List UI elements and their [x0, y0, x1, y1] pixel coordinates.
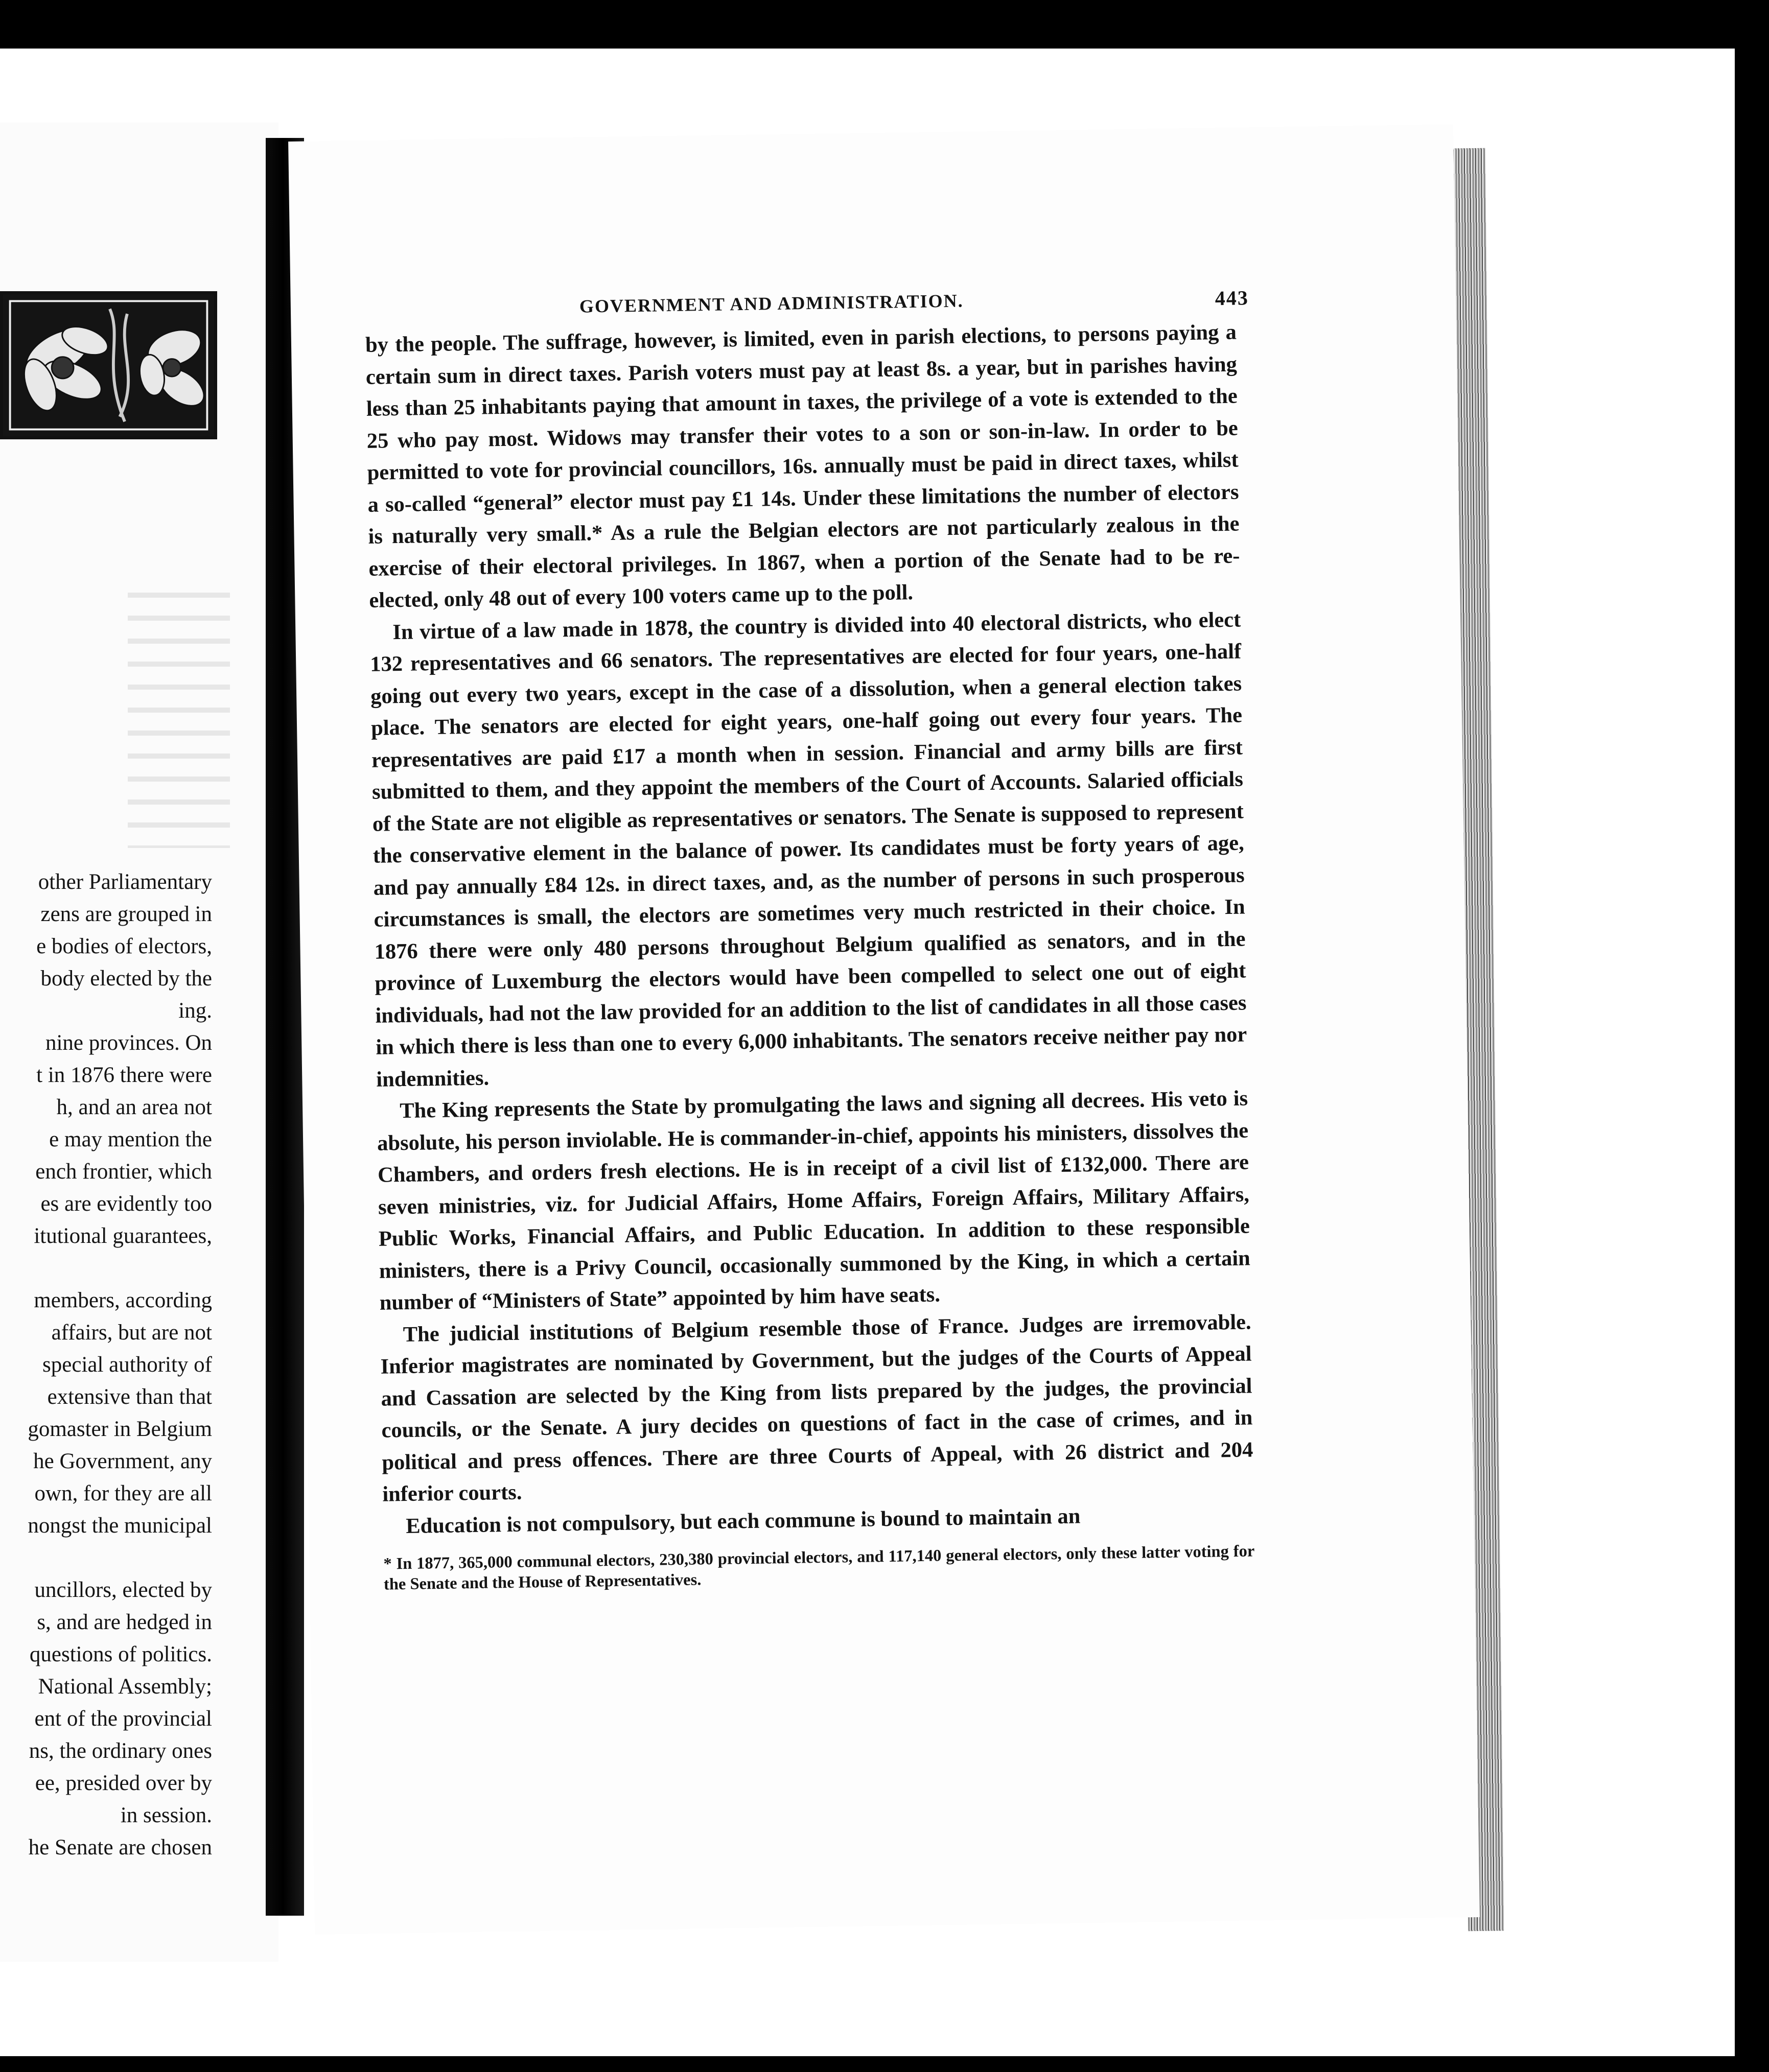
- left-line: questions of politics.: [29, 1642, 212, 1666]
- left-line: nongst the municipal: [28, 1514, 212, 1538]
- left-line: t in 1876 there were: [36, 1063, 212, 1087]
- left-line: ent of the provincial: [34, 1707, 212, 1731]
- page-content: [365, 286, 1255, 1595]
- left-line: uncillors, elected by: [34, 1578, 212, 1602]
- left-facing-page: [0, 123, 278, 1962]
- left-line: ns, the ordinary ones: [29, 1739, 212, 1763]
- left-line: extensive than that: [47, 1385, 212, 1409]
- left-line: e may mention the: [49, 1127, 212, 1151]
- left-line: other Parliamentary: [38, 870, 212, 894]
- floral-ornament-image: [0, 291, 217, 439]
- body-text: [365, 317, 1254, 1543]
- page-number: 443: [1215, 286, 1249, 310]
- bleed-through-text: [128, 593, 230, 848]
- running-title: GOVERNMENT AND ADMINISTRATION.: [579, 290, 964, 317]
- paragraph-judicial: The judicial institutions of Belgium resemble those of France. Judges are irremovable. Inferior magistrates are nominated by Government, but the judges of the Courts of Appeal and Cassation are selected by the King from lists prepared by the judges, the provincial councils, or the Senate. A jury decides on questions of fact in the case of crimes, and in political and press offences. There are three Courts of Appeal, with 26 district and 204 inferior courts.: [380, 1309, 1253, 1506]
- left-line: affairs, but are not: [51, 1321, 212, 1345]
- paragraph-education: Education is not compulsory, but each commune is bound to maintain an: [405, 1503, 1081, 1538]
- left-line: he Government, any: [33, 1449, 212, 1473]
- floral-ornament-icon: [3, 294, 214, 436]
- left-line: [0, 1542, 212, 1574]
- left-line: he Senate are chosen: [28, 1835, 212, 1859]
- left-line: gomaster in Belgium: [28, 1417, 212, 1441]
- left-line: h, and an area not: [56, 1095, 212, 1119]
- left-line: itutional guarantees,: [34, 1224, 212, 1248]
- left-line: own, for they are all: [34, 1481, 212, 1505]
- paragraph-electoral-districts: In virtue of a law made in 1878, the country is divided into 40 electoral districts, who elect 132 representatives and 66 senators. The representatives are elected for four years, one-half going out every two years, except in the case of a dissolution, when a general election takes place. The senators are elected for eight years, one-half going out every four years. The representatives are paid £17 a month when in session. Financial and army bills are first submitted to them, and they appoint the members of the Court of Accounts. Salaried officials of the State are not eligible as representatives or senators. The Senate is supposed to represent the conservative element in the balance of power. Its candidates must be forty years of age, and pay annually £84 12s. in direct taxes, and, as the number of persons in such prosperous circumstances is small, the electors are sometimes very much restricted in their choice. In 1876 there were only 480 persons throughout Belgium qualified as senators, and in the province of Luxemburg the electors would have been compelled to select one out of eight individuals, had not the law provided for an addition to the list of candidates in all those cases in which there is less than one to every 6,000 inhabitants. The senators receive neither pay nor indemnities.: [369, 607, 1247, 1092]
- left-line: National Assembly;: [38, 1675, 212, 1699]
- left-line: e bodies of electors,: [36, 934, 212, 958]
- left-line: ee, presided over by: [35, 1771, 212, 1795]
- left-line: special authority of: [42, 1353, 212, 1377]
- left-page-text: [0, 866, 212, 1864]
- left-line: ing.: [178, 999, 212, 1023]
- left-line: members, according: [34, 1288, 212, 1312]
- paragraph-king: The King represents the State by promulgating the laws and signing all decrees. His veto is absolute, his person inviolable. He is commander-in-chief, appoints his ministers, dissolves the Chambers, and orders fresh elections. He is in receipt of a civil list of £132,000. There are seven ministries, viz. for Judicial Affairs, Home Affairs, Foreign Affairs, Military Affairs, Public Works, Financial Affairs, and Public Education. In addition to these responsible ministers, there is a Privy Council, occasionally summoned by the King, in which a certain number of “Ministers of State” appointed by him have seats.: [377, 1086, 1251, 1315]
- left-line: in session.: [120, 1803, 212, 1827]
- left-line: [0, 1252, 212, 1284]
- left-line: s, and are hedged in: [37, 1610, 212, 1634]
- left-line: nine provinces. On: [45, 1031, 212, 1055]
- footnote: * In 1877, 365,000 communal electors, 230,380 provincial electors, and 117,140 general electors, only these latter voting for the Senate and the House of Representatives.: [383, 1542, 1255, 1594]
- right-page: [288, 124, 1480, 1934]
- left-line: es are evidently too: [40, 1192, 212, 1216]
- paragraph-suffrage: by the people. The suffrage, however, is limited, even in parish elections, to persons paying a certain sum in direct taxes. Parish voters must pay at least 8s. a year, but in parishes having less than 25 inhabitants paying that amount in taxes, the privilege of a vote is extended to the 25 who pay most. Widows may transfer their votes to a son or son-in-law. In order to be permitted to vote for provincial councillors, 16s. annually must be paid in direct taxes, whilst a so-called “general” elector must pay £1 14s. Under these limitations the number of electors is naturally very small.* As a rule the Belgian electors are not particularly zealous in the exercise of their electoral privileges. In 1867, when a portion of the Senate had to be re-elected, only 48 out of every 100 voters came up to the poll.: [365, 320, 1240, 613]
- left-line: body elected by the: [40, 967, 212, 991]
- left-line: zens are grouped in: [40, 902, 212, 926]
- left-line: ench frontier, which: [35, 1160, 212, 1184]
